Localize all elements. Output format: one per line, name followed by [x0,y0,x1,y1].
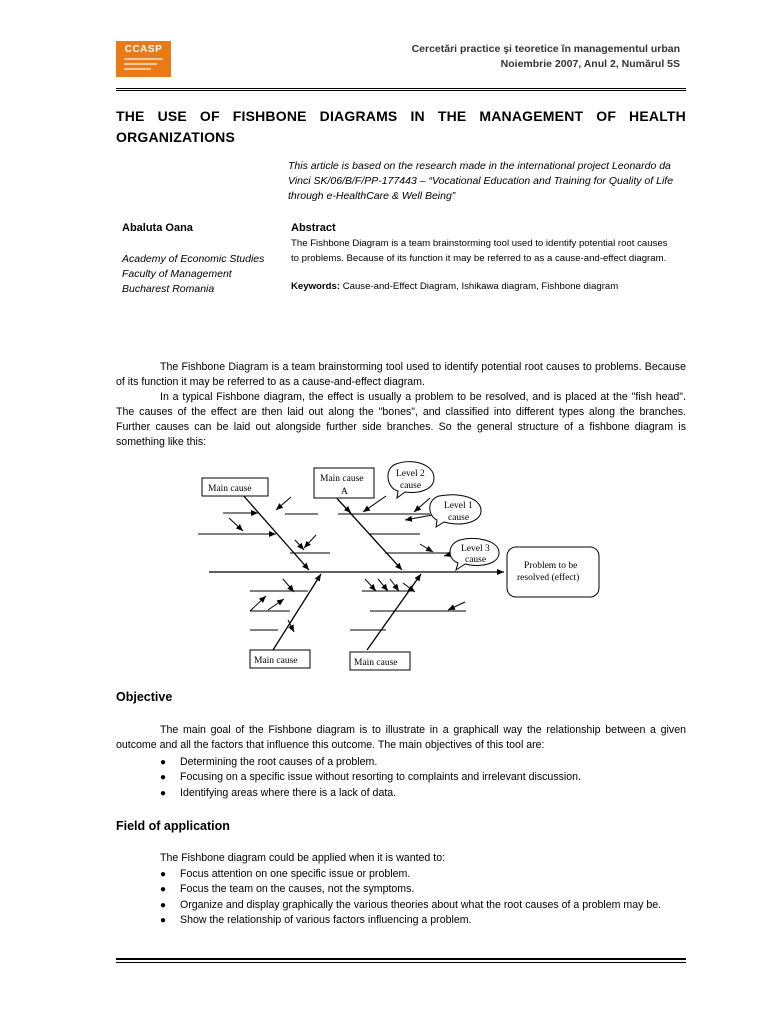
main-bone [367,574,421,650]
level2-label-2: cause [400,481,422,491]
fishbone-diagram [190,460,610,675]
main-cause-a-label-2: A [341,487,348,497]
logo-text: CCASP [124,44,163,55]
keywords-label: Keywords: [291,281,341,292]
level2-label: Level 2 [396,469,425,479]
field-text: The Fishbone diagram could be applied when it is wanted to: [160,852,446,864]
footer-rule-2 [116,962,686,963]
list-item: ● Focus the team on the causes, not the symptoms. [160,883,415,896]
header-rule [116,88,686,89]
affiliation-line: Faculty of Management [122,268,232,280]
objective-heading: Objective [116,690,173,704]
main-bone [273,574,321,650]
level3-label-2: cause [465,555,487,565]
sub-cause [338,500,351,513]
sub-cause [365,579,376,591]
list-item: ● Identifying areas where there is a lack of data. [160,786,397,799]
body-paragraph-2: In a typical Fishbone diagram, the effect is usually a problem to be resolved, and is placed at the "fish head". The causes of the effect are then laid out along the "bones", and classified into different types along the branches. Further causes can be laid out alongside further side branches. So the general structure of a fishbone diagram is something like this: [116,391,686,448]
level1-label: Level 1 [444,501,473,511]
effect-box [507,547,599,597]
sub-cause [414,498,430,512]
sub-cause [448,602,465,610]
objective-list [160,755,581,801]
sub-cause [390,579,399,591]
journal-header [412,42,680,72]
sub-cause [378,579,388,591]
sub-cause [268,599,284,610]
journal-title: Cercetări practice şi teoretice în managementul urban [411,43,680,55]
level2-cause-bubble [388,462,434,498]
list-item: ● Show the relationship of various factors influencing a problem. [160,913,472,926]
header-rule-2 [116,90,686,91]
sub-cause [420,544,433,552]
list-item: ● Organize and display graphically the various theories about what the root causes of a problem may be. [160,898,662,911]
sub-cause [276,497,291,510]
main-cause-label: Main cause [208,484,252,494]
sub-cause [304,535,316,548]
field-heading: Field of application [116,819,230,833]
keywords-list: Cause-and-Effect Diagram, Ishikawa diagram, Fishbone diagram [340,281,619,292]
sub-cause [283,579,294,592]
ccasp-logo [116,41,171,77]
main-cause-label: Main cause [354,658,398,668]
abstract-text: The Fishbone Diagram is a team brainstorming tool used to identify potential root causes to problems. Because of its function it may be referred to as a cause-and-effect diagram. [291,238,668,264]
author-affiliation [122,252,264,297]
level1-label-2: cause [448,513,470,523]
article-title: THE USE OF FISHBONE DIAGRAMS IN THE MANAGEMENT OF HEALTH ORGANIZATIONS [116,108,686,145]
sub-cause [229,518,243,531]
main-bone [242,494,309,570]
field-list [160,867,661,928]
main-cause-label: Main cause [254,656,298,666]
list-item: ● Focusing on a specific issue without resorting to complaints and irrelevant discussion. [160,771,581,784]
objective-text: The main goal of the Fishbone diagram is to illustrate in a graphicall way the relationship between a given outcome and all the factors that influence this outcome. The main objectives of this tool are: [116,724,686,751]
main-cause-a-label: Main cause [320,474,364,484]
footer-rule [116,958,686,960]
author-name: Abaluta Oana [122,222,193,234]
project-note: This article is based on the research made in the international project Leonardo da Vinci SK/06/B/F/PP-177443 – “Vocational Education and Training for Quality of Life through e-HealthCare & Well Being” [288,160,674,202]
list-item: ● Focus attention on one specific issue or problem. [160,868,411,880]
body-paragraph-1: The Fishbone Diagram is a team brainstorming tool used to identify potential root causes to problems. Because of its function it may be referred to as a cause-and-effect diagram. [116,361,686,388]
abstract-heading: Abstract [291,222,336,234]
sub-cause [250,596,266,611]
affiliation-line: Academy of Economic Studies [122,253,265,265]
effect-label-2: resolved (effect) [517,573,580,583]
journal-issue: Noiembrie 2007, Anul 2, Numărul 5S [500,58,680,70]
list-item: ● Determining the root causes of a problem. [160,756,378,768]
keywords [291,279,686,294]
sub-cause [295,540,304,550]
effect-label: Problem to be [524,561,578,571]
level3-label: Level 3 [461,544,490,554]
affiliation-line: Bucharest Romania [122,283,215,295]
